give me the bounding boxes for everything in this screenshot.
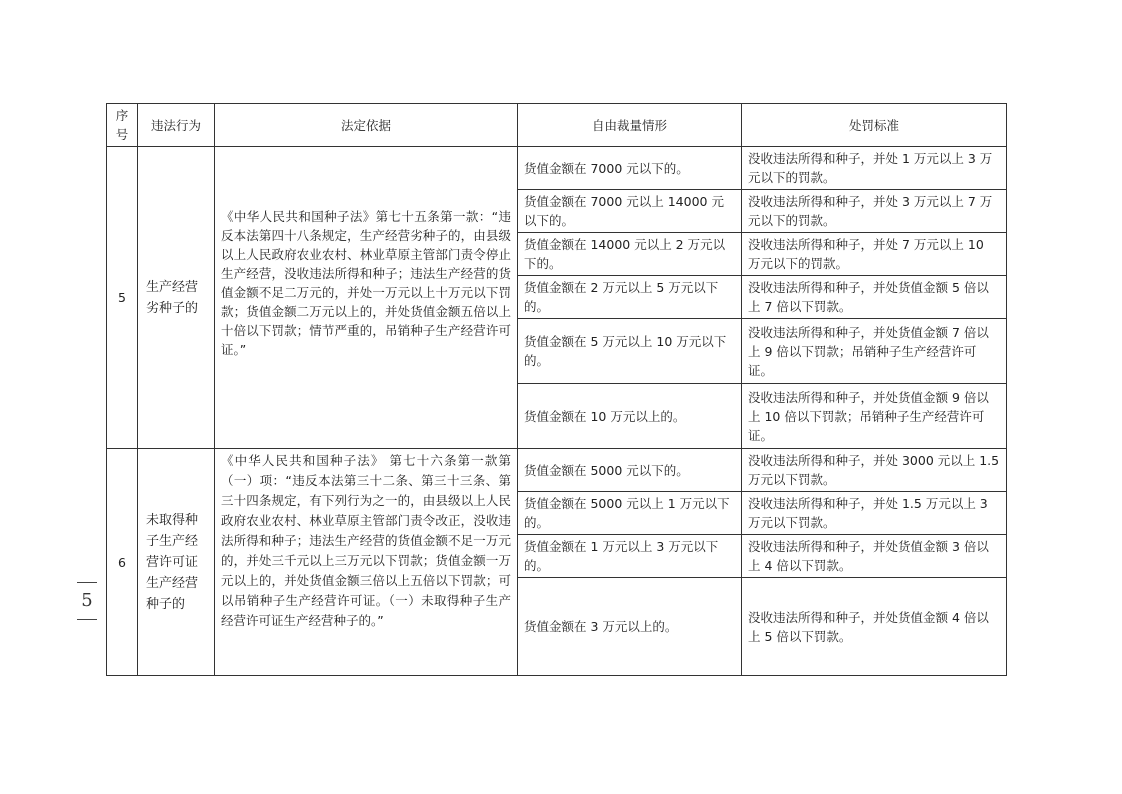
header-penalty: 处罚标准 — [742, 104, 1007, 147]
discretion-cell: 货值金额在 14000 元以上 2 万元以下的。 — [518, 233, 742, 276]
header-act: 违法行为 — [138, 104, 215, 147]
discretion-cell: 货值金额在 3 万元以上的。 — [518, 578, 742, 676]
row-act: 未取得种子生产经营许可证生产经营种子的 — [138, 449, 215, 676]
page-number-text: 5 — [81, 590, 93, 611]
row-act: 生产经营劣种子的 — [138, 147, 215, 449]
row-no: 5 — [107, 147, 138, 449]
penalty-cell: 没收违法所得和种子，并处 3 万元以上 7 万元以下的罚款。 — [742, 190, 1007, 233]
penalty-cell: 没收违法所得和种子，并处 1.5 万元以上 3 万元以下罚款。 — [742, 492, 1007, 535]
table-row — [107, 147, 1007, 190]
divider — [77, 619, 97, 620]
penalty-cell: 没收违法所得和种子，并处货值金额 9 倍以上 10 倍以下罚款；吊销种子生产经营许可证。 — [742, 384, 1007, 449]
divider — [77, 582, 97, 583]
discretion-cell: 货值金额在 1 万元以上 3 万元以下的。 — [518, 535, 742, 578]
discretion-cell: 货值金额在 5000 元以上 1 万元以下的。 — [518, 492, 742, 535]
page-number — [75, 582, 99, 620]
penalty-cell: 没收违法所得和种子，并处 7 万元以上 10 万元以下的罚款。 — [742, 233, 1007, 276]
header-no: 序号 — [107, 104, 138, 147]
penalty-cell: 没收违法所得和种子，并处货值金额 5 倍以上 7 倍以下罚款。 — [742, 276, 1007, 319]
penalty-cell: 没收违法所得和种子，并处 1 万元以上 3 万元以下的罚款。 — [742, 147, 1007, 190]
discretion-cell: 货值金额在 2 万元以上 5 万元以下的。 — [518, 276, 742, 319]
penalty-cell: 没收违法所得和种子，并处 3000 元以上 1.5 万元以下罚款。 — [742, 449, 1007, 492]
discretion-cell: 货值金额在 5000 元以下的。 — [518, 449, 742, 492]
penalty-table — [106, 103, 1007, 676]
table-header-row — [107, 104, 1007, 147]
discretion-cell: 货值金额在 7000 元以下的。 — [518, 147, 742, 190]
header-basis: 法定依据 — [215, 104, 518, 147]
penalty-cell: 没收违法所得和种子，并处货值金额 7 倍以上 9 倍以下罚款；吊销种子生产经营许可证。 — [742, 319, 1007, 384]
discretion-cell: 货值金额在 10 万元以上的。 — [518, 384, 742, 449]
header-discretion: 自由裁量情形 — [518, 104, 742, 147]
row-no: 6 — [107, 449, 138, 676]
table-row — [107, 449, 1007, 492]
discretion-cell: 货值金额在 7000 元以上 14000 元以下的。 — [518, 190, 742, 233]
penalty-cell: 没收违法所得和种子，并处货值金额 4 倍以上 5 倍以下罚款。 — [742, 578, 1007, 676]
discretion-cell: 货值金额在 5 万元以上 10 万元以下的。 — [518, 319, 742, 384]
row-basis: 《中华人民共和国种子法》第七十五条第一款：“违反本法第四十八条规定，生产经营劣种子的，由县级以上人民政府农业农村、林业草原主管部门责令停止生产经营，没收违法所得和种子；违法生产经营的货值金额不足二万元的，并处一万元以上十万元以下罚款；货值金额二万元以上的，并处货值金额五倍以上十倍以下罚款；情节严重的，吊销种子生产经营许可证。” — [215, 147, 518, 449]
penalty-cell: 没收违法所得和种子，并处货值金额 3 倍以上 4 倍以下罚款。 — [742, 535, 1007, 578]
row-basis: 《中华人民共和国种子法》 第七十六条第一款第（一）项：“违反本法第三十二条、第三十三条、第三十四条规定，有下列行为之一的，由县级以上人民政府农业农村、林业草原主管部门责令改正，没收违法所得和种子；违法生产经营的货值金额不足一万元的，并处三千元以上三万元以下罚款；货值金额一万元以上的，并处货值金额三倍以上五倍以下罚款；可以吊销种子生产经营许可证。（一）未取得种子生产经营许可证生产经营种子的。” — [215, 449, 518, 676]
